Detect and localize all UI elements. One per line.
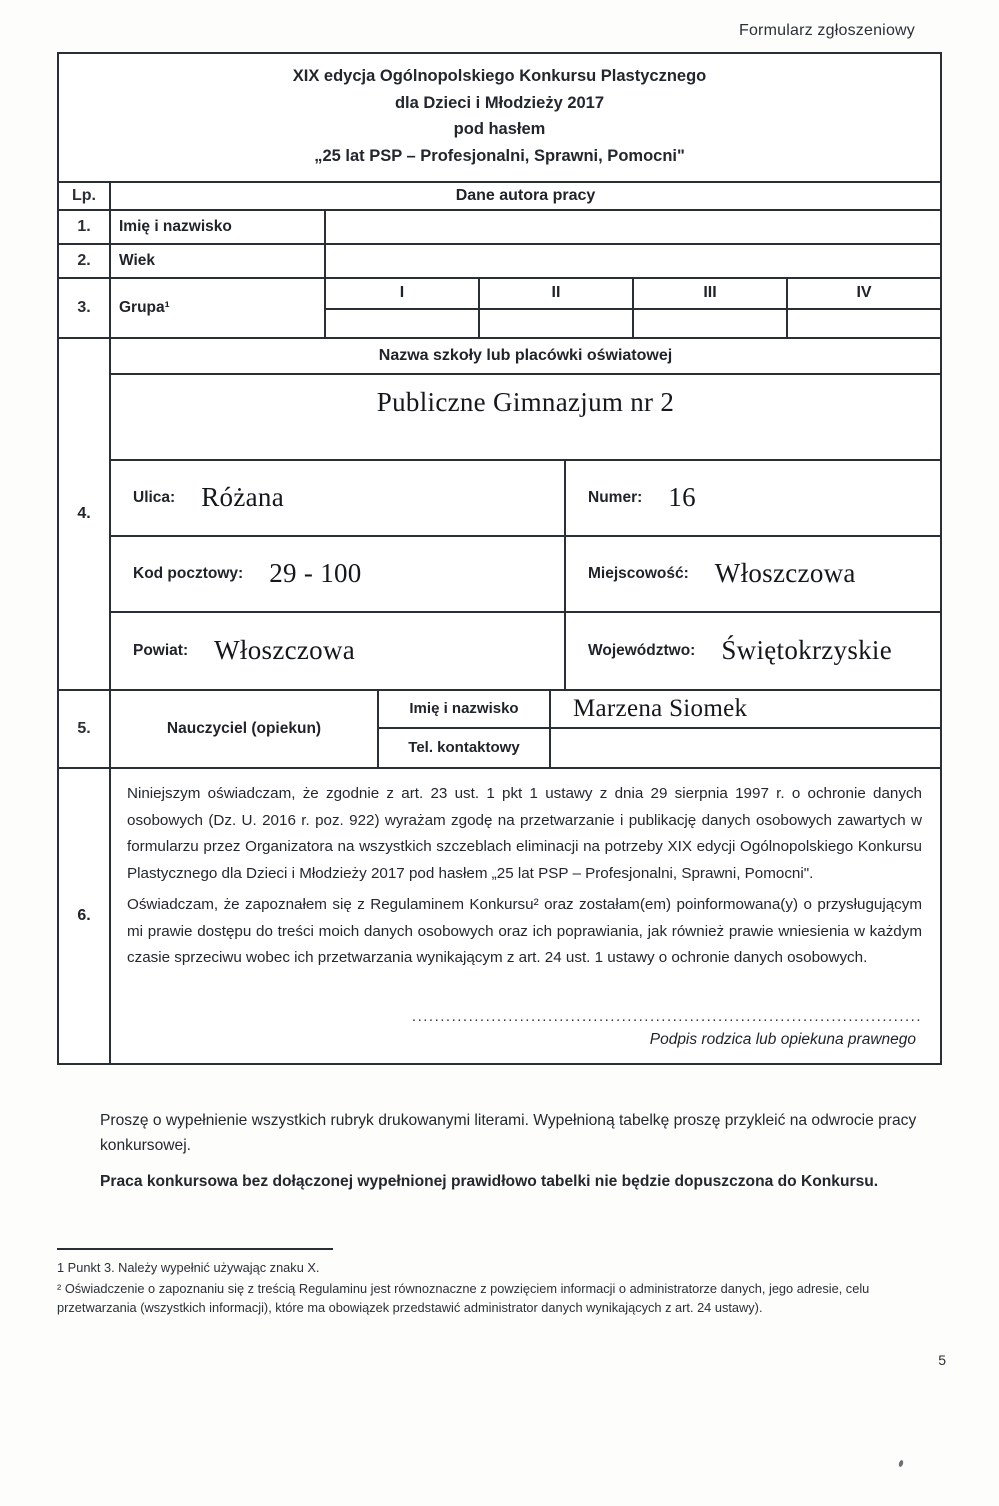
- group-checkbox-1[interactable]: [326, 310, 480, 339]
- group-checkbox-2[interactable]: [480, 310, 634, 339]
- footnotes-block: [57, 1258, 907, 1320]
- school-address-row-3: [111, 613, 940, 689]
- statement-section: [111, 769, 940, 1063]
- table-row-teacher: [59, 691, 940, 769]
- field-teacher-phone[interactable]: [551, 729, 940, 767]
- label-voivodeship: Województwo:: [588, 641, 696, 659]
- group-checkbox-3[interactable]: [634, 310, 788, 339]
- label-county: Powiat:: [133, 641, 189, 659]
- row-number-4: 4.: [59, 339, 111, 691]
- label-group: Grupa¹: [111, 279, 326, 339]
- table-row-school: [59, 339, 940, 691]
- school-section: [111, 339, 940, 691]
- field-teacher-name[interactable]: [551, 691, 940, 727]
- group-options-row: [326, 279, 940, 310]
- table-row: [59, 245, 940, 279]
- school-name-value: Publiczne Gimnazjum nr 2: [376, 386, 675, 417]
- form-type-label: Formularz zgłoszeniowy: [738, 22, 915, 39]
- value-voivodeship: Świętokrzyskie: [721, 635, 893, 666]
- label-number: Numer:: [588, 488, 643, 506]
- table-row: [59, 211, 940, 245]
- statement-paragraph-1: Niniejszym oświadczam, że zgodnie z art. 23 ust. 1 pkt 1 ustawy z dnia 29 sierpnia 1997 r. o ochronie danych osobowych (Dz. U. 2016 r. poz. 922) wyrażam zgodę na przetwarzanie i publikację danych osobowych zawartych w formularzu przez Organizatora na wszystkich szczeblach eliminacji na potrzeby XIX edycji Ogólnopolskiego Konkursu Plastycznego dla Dzieci i Młodzieży 2017 pod hasłem „25 lat PSP – Profesjonalni, Sprawni, Pomocni".: [127, 784, 922, 883]
- instructions-block: [100, 1108, 930, 1196]
- column-header-row: [59, 183, 940, 211]
- label-postcode: Kod pocztowy:: [133, 564, 244, 582]
- label-teacher-name: Imię i nazwisko: [379, 691, 551, 727]
- row-number-5: 5.: [59, 691, 111, 769]
- table-row-group: [59, 279, 940, 339]
- group-checkbox-row: [326, 310, 940, 339]
- label-street: Ulica:: [133, 488, 176, 506]
- value-teacher-name: Marzena Siomek: [573, 694, 748, 722]
- group-option-1: I: [326, 279, 480, 308]
- group-option-2: II: [480, 279, 634, 308]
- column-header-author-data: Dane autora pracy: [111, 183, 940, 211]
- title-row: [59, 54, 940, 183]
- school-address-row-1: [111, 461, 940, 537]
- title-line-3: pod hasłem: [453, 120, 546, 139]
- field-voivodeship[interactable]: [566, 613, 940, 689]
- title-line-4: „25 lat PSP – Profesjonalni, Sprawni, Pomocni": [314, 147, 685, 166]
- footnote-1: 1 Punkt 3. Należy wypełnić używając znaku X.: [57, 1260, 320, 1275]
- teacher-phone-row: [379, 729, 940, 767]
- group-checkbox-4[interactable]: [788, 310, 940, 339]
- footnote-divider: [57, 1248, 333, 1250]
- entry-form-table: [57, 52, 942, 1065]
- field-city[interactable]: [566, 537, 940, 611]
- scan-artifact: [898, 1460, 904, 1468]
- row-number-2: 2.: [59, 245, 111, 279]
- teacher-fields: [379, 691, 940, 769]
- page-number: 5: [938, 1352, 946, 1368]
- value-street: Różana: [201, 482, 284, 513]
- label-school-header: Nazwa szkoły lub placówki oświatowej: [111, 339, 940, 375]
- instruction-text-1: Proszę o wypełnienie wszystkich rubryk drukowanymi literami. Wypełnioną tabelkę proszę przykleić na odwrocie pracy konkursowej.: [100, 1112, 917, 1155]
- label-teacher: Nauczyciel (opiekun): [111, 691, 379, 769]
- group-selector: [326, 279, 940, 339]
- contest-title-block: [59, 54, 940, 183]
- label-author-name: Imię i nazwisko: [111, 211, 326, 245]
- field-school-name[interactable]: [111, 375, 940, 461]
- field-author-name[interactable]: [326, 211, 940, 245]
- table-row-statement: [59, 769, 940, 1063]
- footnote-2: ² Oświadczenie o zapoznaniu się z treścią Regulaminu jest równoznaczne z powzięciem informacji o administratorze danych, jego adresie, celu przetwarzania (wszystkich informacji), które ma obowiązek przedstawić administrator danych wynikających z art. 24 ustawy).: [57, 1281, 870, 1316]
- value-postcode: 29 - 100: [269, 558, 362, 589]
- signature-line[interactable]: ..........................................................................................: [411, 1008, 922, 1026]
- field-postcode[interactable]: [111, 537, 566, 611]
- value-number: 16: [668, 482, 696, 513]
- instruction-text-2: Praca konkursowa bez dołączonej wypełnionej prawidłowo tabelki nie będzie dopuszczona do Konkursu.: [100, 1172, 879, 1190]
- field-street[interactable]: [111, 461, 566, 535]
- value-county: Włoszczowa: [214, 635, 356, 666]
- signature-caption: Podpis rodzica lub opiekuna prawnego: [649, 1031, 916, 1049]
- statement-paragraph-2: Oświadczam, że zapoznałem się z Regulaminem Konkursu² oraz zostałam(em) poinformowana(y) o przysługującym mi prawie dostępu do treści moich danych osobowych oraz ich poprawiania, jak również prawie wniesienia w każdym czasie sprzeciwu wobec ich przetwarzania wynikającym z art. 24 ust. 1 ustawy o ochronie danych osobowych.: [127, 895, 922, 967]
- group-option-3: III: [634, 279, 788, 308]
- row-number-1: 1.: [59, 211, 111, 245]
- field-author-age[interactable]: [326, 245, 940, 279]
- row-number-3: 3.: [59, 279, 111, 339]
- field-county[interactable]: [111, 613, 566, 689]
- field-number[interactable]: [566, 461, 940, 535]
- teacher-name-row: [379, 691, 940, 729]
- row-number-6: 6.: [59, 769, 111, 1063]
- label-teacher-phone: Tel. kontaktowy: [379, 729, 551, 767]
- value-city: Włoszczowa: [714, 558, 856, 589]
- column-header-lp: Lp.: [59, 183, 111, 211]
- title-line-1: XIX edycja Ogólnopolskiego Konkursu Plastycznego: [292, 67, 707, 85]
- school-address-row-2: [111, 537, 940, 613]
- label-author-age: Wiek: [111, 245, 326, 279]
- label-city: Miejscowość:: [588, 564, 689, 582]
- title-line-2: dla Dzieci i Młodzieży 2017: [394, 93, 605, 112]
- group-option-4: IV: [856, 284, 872, 302]
